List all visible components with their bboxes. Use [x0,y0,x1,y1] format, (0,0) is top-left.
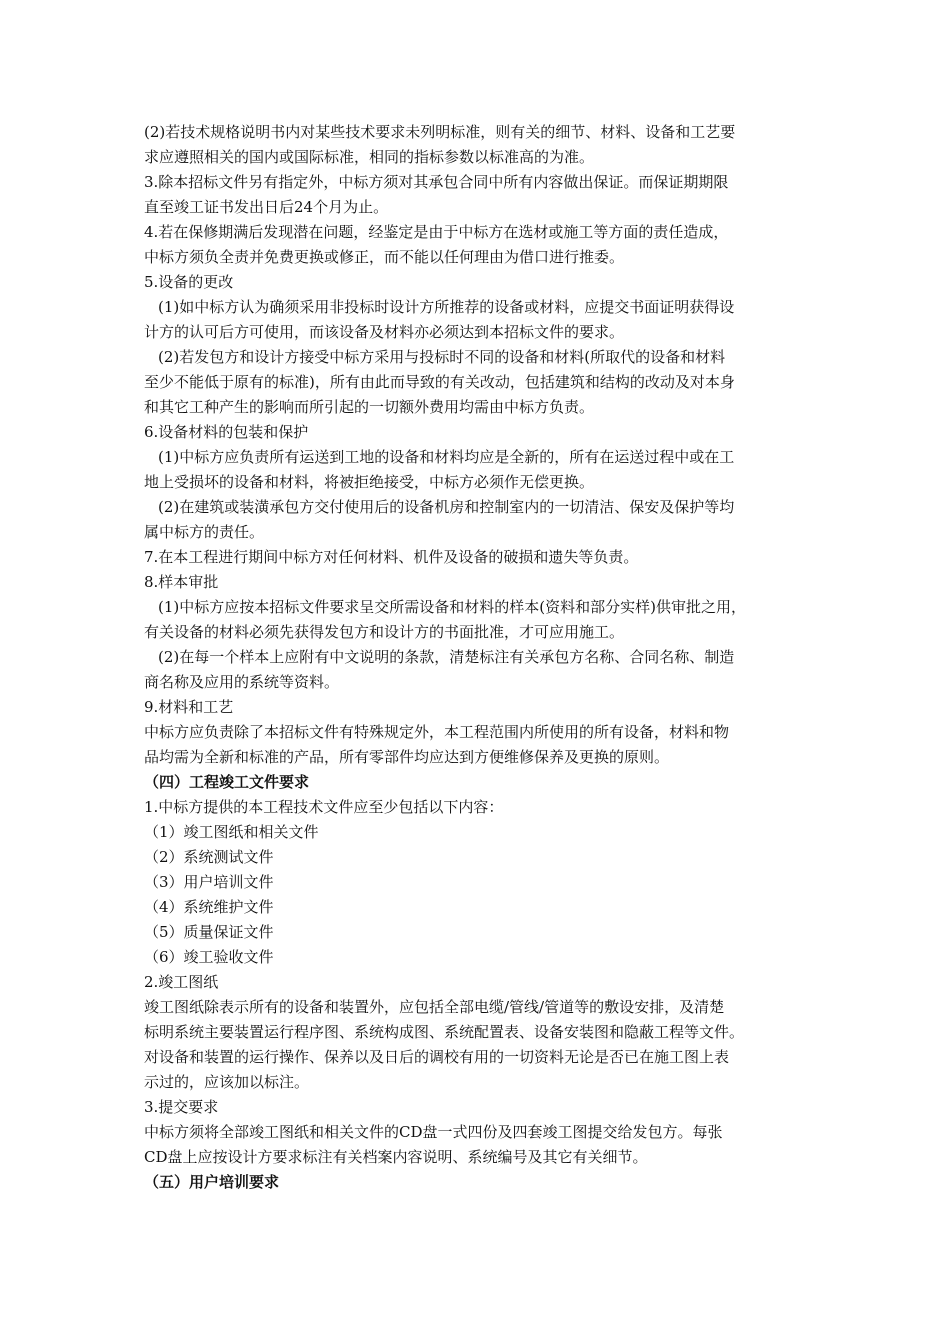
text-line: 直至竣工证书发出日后24个月为止。 [144,198,389,216]
text-line: (2)在每一个样本上应附有中文说明的条款，清楚标注有关承包方名称、合同名称、制造 [158,648,735,666]
text-line: 中标方须将全部竣工图纸和相关文件的CD盘一式四份及四套竣工图提交给发包方。每张 [144,1123,723,1141]
text-line: 商名称及应用的系统等资料。 [144,673,340,691]
text-line: 和其它工种产生的影响而所引起的一切额外费用均需由中标方负责。 [144,398,595,416]
text-line: 4.若在保修期满后发现潜在问题，经鉴定是由于中标方在选材或施工等方面的责任造成， [144,223,729,241]
text-line: （5）质量保证文件 [144,923,274,941]
text-line: （1）竣工图纸和相关文件 [144,823,319,841]
text-line: 计方的认可后方可使用，而该设备及材料亦必须达到本招标文件的要求。 [144,323,625,341]
text-line: 示过的，应该加以标注。 [144,1073,310,1091]
text-line: 竣工图纸除表示所有的设备和装置外，应包括全部电缆/管线/管道等的敷设安排，及清楚 [144,998,725,1016]
text-line: 属中标方的责任。 [144,523,265,541]
text-line: （4）系统维护文件 [144,898,274,916]
text-line: 对设备和装置的运行操作、保养以及日后的调校有用的一切资料无论是否已在施工图上表 [144,1048,730,1066]
text-line: （3）用户培训文件 [144,873,274,891]
text-line: 6.设备材料的包装和保护 [144,423,309,441]
text-line: 1.中标方提供的本工程技术文件应至少包括以下内容： [144,798,504,816]
text-line: 5.设备的更改 [144,273,234,291]
section-heading: （五）用户培训要求 [144,1173,280,1191]
text-line: (2)在建筑或装潢承包方交付使用后的设备机房和控制室内的一切清洁、保安及保护等均 [158,498,735,516]
document-body [144,120,820,1195]
text-line: 至少不能低于原有的标准)，所有由此而导致的有关改动，包括建筑和结构的改动及对本身 [144,373,735,391]
text-line: 2.竣工图纸 [144,973,219,991]
text-line: 7.在本工程进行期间中标方对任何材料、机件及设备的破损和遗失等负责。 [144,548,639,566]
text-line: 地上受损坏的设备和材料，将被拒绝接受，中标方必须作无偿更换。 [144,473,595,491]
text-line: 中标方应负责除了本招标文件有特殊规定外，本工程范围内所使用的所有设备，材料和物 [144,723,730,741]
text-line: 标明系统主要装置运行程序图、系统构成图、系统配置表、设备安装图和隐蔽工程等文件。 [144,1023,745,1041]
text-line: (2)若技术规格说明书内对某些技术要求未列明标准，则有关的细节、材料、设备和工艺要 [144,123,736,141]
text-line: （6）竣工验收文件 [144,948,274,966]
text-line: CD盘上应按设计方要求标注有关档案内容说明、系统编号及其它有关细节。 [144,1148,648,1166]
section-heading: （四）工程竣工文件要求 [144,773,310,791]
text-line: （2）系统测试文件 [144,848,274,866]
text-line: (1)如中标方认为确须采用非投标时设计方所推荐的设备或材料，应提交书面证明获得设 [158,298,735,316]
text-line: 有关设备的材料必须先获得发包方和设计方的书面批准，才可应用施工。 [144,623,625,641]
text-line: 3.提交要求 [144,1098,219,1116]
text-line: 8.样本审批 [144,573,219,591]
text-line: (1)中标方应按本招标文件要求呈交所需设备和材料的样本(资料和部分实样)供审批之用， [158,598,746,616]
text-line: 3.除本招标文件另有指定外，中标方须对其承包合同中所有内容做出保证。而保证期期限 [144,173,729,191]
text-line: 9.材料和工艺 [144,698,234,716]
text-line: (1)中标方应负责所有运送到工地的设备和材料均应是全新的，所有在运送过程中或在工 [158,448,735,466]
text-line: 中标方须负全责并免费更换或修正，而不能以任何理由为借口进行推委。 [144,248,625,266]
text-line: 求应遵照相关的国内或国际标准，相同的指标参数以标准高的为准。 [144,148,595,166]
text-line: (2)若发包方和设计方接受中标方采用与投标时不同的设备和材料(所取代的设备和材料 [158,348,726,366]
text-line: 品均需为全新和标准的产品，所有零部件均应达到方便维修保养及更换的原则。 [144,748,670,766]
